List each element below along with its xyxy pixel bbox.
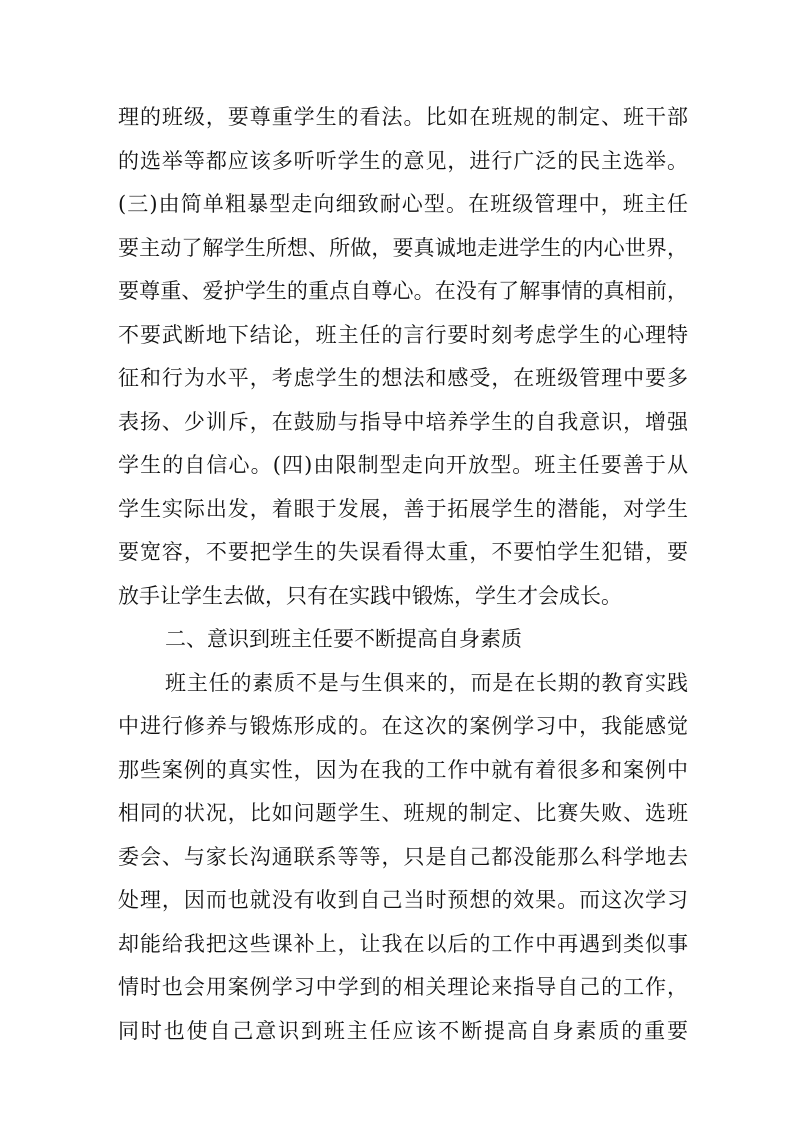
text-line: 情时也会用案例学习中学到的相关理论来指导自己的工作，: [118, 975, 688, 999]
text-line: 理的班级，要尊重学生的看法。比如在班规的制定、班干部: [118, 105, 688, 129]
text-line: 同时也使自己意识到班主任应该不断提高自身素质的重要: [118, 1019, 688, 1043]
text-line: 学生的自信心。(四)由限制型走向开放型。班主任要善于从: [118, 453, 688, 477]
text-line: 委会、与家长沟通联系等等，只是自己都没能那么科学地去: [118, 845, 688, 869]
text-line: 征和行为水平，考虑学生的想法和感受，在班级管理中要多: [118, 366, 688, 390]
text-line: 要主动了解学生所想、所做，要真诚地走进学生的内心世界，: [118, 236, 688, 260]
text-line: 处理，因而也就没有收到自己当时预想的效果。而这次学习: [118, 888, 688, 912]
text-line: (三)由简单粗暴型走向细致耐心型。在班级管理中，班主任: [118, 192, 688, 216]
section-heading: 二、意识到班主任要不断提高自身素质: [165, 627, 522, 651]
text-line: 表扬、少训斥，在鼓励与指导中培养学生的自我意识，增强: [118, 410, 688, 434]
text-line: 那些案例的真实性，因为在我的工作中就有着很多和案例中: [118, 758, 688, 782]
text-line: 中进行修养与锻炼形成的。在这次的案例学习中，我能感觉: [118, 714, 688, 738]
text-line: 却能给我把这些课补上，让我在以后的工作中再遇到类似事: [118, 932, 688, 956]
text-line: 相同的状况，比如问题学生、班规的制定、比赛失败、选班: [118, 801, 688, 825]
text-line: 学生实际出发，着眼于发展，善于拓展学生的潜能，对学生: [118, 497, 688, 521]
text-line: 要宽容，不要把学生的失误看得太重，不要怕学生犯错，要: [118, 540, 688, 564]
text-line: 放手让学生去做，只有在实践中锻炼，学生才会成长。: [118, 584, 622, 608]
text-line: 的选举等都应该多听听学生的意见，进行广泛的民主选举。: [118, 149, 688, 173]
text-line: 不要武断地下结论，班主任的言行要时刻考虑学生的心理特: [118, 323, 688, 347]
paragraph-first-line: 班主任的素质不是与生俱来的，而是在长期的教育实践: [165, 671, 688, 695]
text-line: 要尊重、爱护学生的重点自尊心。在没有了解事情的真相前，: [118, 279, 688, 303]
